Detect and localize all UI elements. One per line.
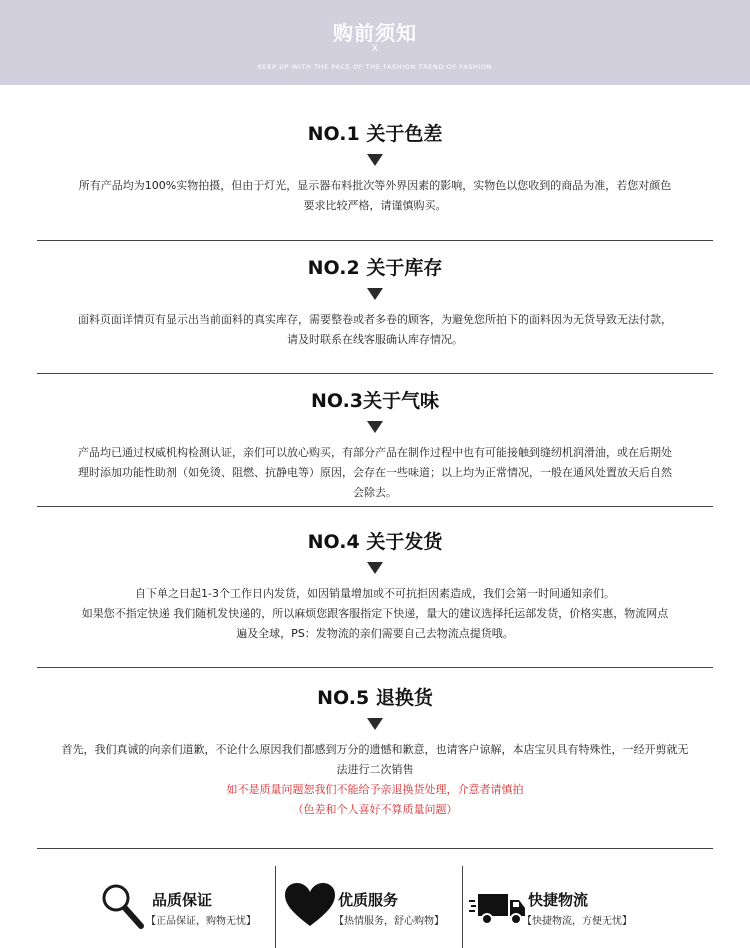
divider [37,848,713,849]
feature-subtitle: 【正品保证，购物无忧】 [146,916,256,927]
section-color-difference [0,121,750,216]
section-returns [0,685,750,820]
section-title: NO.3关于气味 [310,390,440,412]
section-title: NO.5 退换货 [317,687,433,709]
heart-icon [284,882,336,928]
section-shipping [0,529,750,644]
warning-line: （色差和个人喜好不算质量问题） [292,803,458,816]
feature-logistics [463,864,750,948]
down-arrow-icon [367,421,383,433]
feature-service [276,864,462,948]
text-line: 产品均已通过权威机构检测认证，亲们可以放心购买，有部分产品在制作过程中也有可能接触到缝纫机润滑油，或在后期处 [78,446,672,459]
feature-subtitle: 【热情服务，舒心购物】 [334,916,444,927]
divider [37,373,713,374]
section-inventory [0,255,750,350]
header-banner [0,0,750,85]
text-line: 理时添加功能性助剂（如免烫、阻燃、抗静电等）原因，会存在一些味道；以上均为正常情况，一般在通风处置放天后自然 [78,466,672,479]
delivery-truck-icon [469,892,527,926]
section-title: NO.2 关于库存 [307,257,443,279]
feature-subtitle: 【快捷物流，方便无忧】 [522,916,632,927]
text-line: 法进行二次销售 [336,763,414,776]
magnifier-icon [100,882,146,930]
text-line: 自下单之日起1-3个工作日内发货，如因销量增加或不可抗拒因素造成，我们会第一时间通知亲们。 [135,587,615,600]
down-arrow-icon [367,154,383,166]
divider [37,506,713,507]
section-title: NO.4 关于发货 [307,531,443,553]
down-arrow-icon [367,288,383,300]
banner-x-mark: X [371,44,379,54]
text-line: 如果您不指定快递 我们随机发快递的，所以麻烦您跟客服指定下快递，量大的建议选择托运部发货，价格实惠，物流网点 [81,607,669,620]
text-line: 会除去。 [353,486,397,499]
feature-quality [0,864,275,948]
text-line: 所有产品均为100%实物拍摄，但由于灯光，显示器布料批次等外界因素的影响，实物色以您收到的商品为准，若您对颜色 [78,179,672,192]
banner-subtitle: KEEP UP WITH THE PACE OF THE FASHION TREND OF FASHION [257,63,493,71]
banner-title: 购前须知 [333,21,417,45]
feature-title: 优质服务 [338,891,399,909]
feature-title: 品质保证 [152,891,213,909]
section-text [0,176,750,216]
section-text [0,584,750,644]
down-arrow-icon [367,562,383,574]
text-line: 要求比较严格，请谨慎购买。 [303,199,447,212]
down-arrow-icon [367,718,383,730]
divider [37,240,713,241]
text-line: 面料页面详情页有显示出当前面料的真实库存，需要整卷或者多卷的顾客，为避免您所拍下的面料因为无货导致无法付款， [78,313,672,326]
section-title: NO.1 关于色差 [307,123,443,145]
service-features [0,864,750,948]
text-line: 请及时联系在线客服确认库存情况。 [287,333,463,346]
section-text [0,443,750,503]
divider [37,667,713,668]
text-line: 遍及全球，PS：发物流的亲们需要自己去物流点提货哦。 [236,627,514,640]
feature-title: 快捷物流 [528,891,589,909]
text-line: 首先，我们真诚的向亲们道歉，不论什么原因我们都感到万分的遗憾和歉意，也请客户谅解，本店宝贝具有特殊性，一经开剪就无 [61,743,689,756]
section-text [0,740,750,820]
section-text [0,310,750,350]
section-odor [0,388,750,503]
warning-line: 如不是质量问题恕我们不能给予亲退换货处理，介意者请慎拍 [226,783,524,796]
